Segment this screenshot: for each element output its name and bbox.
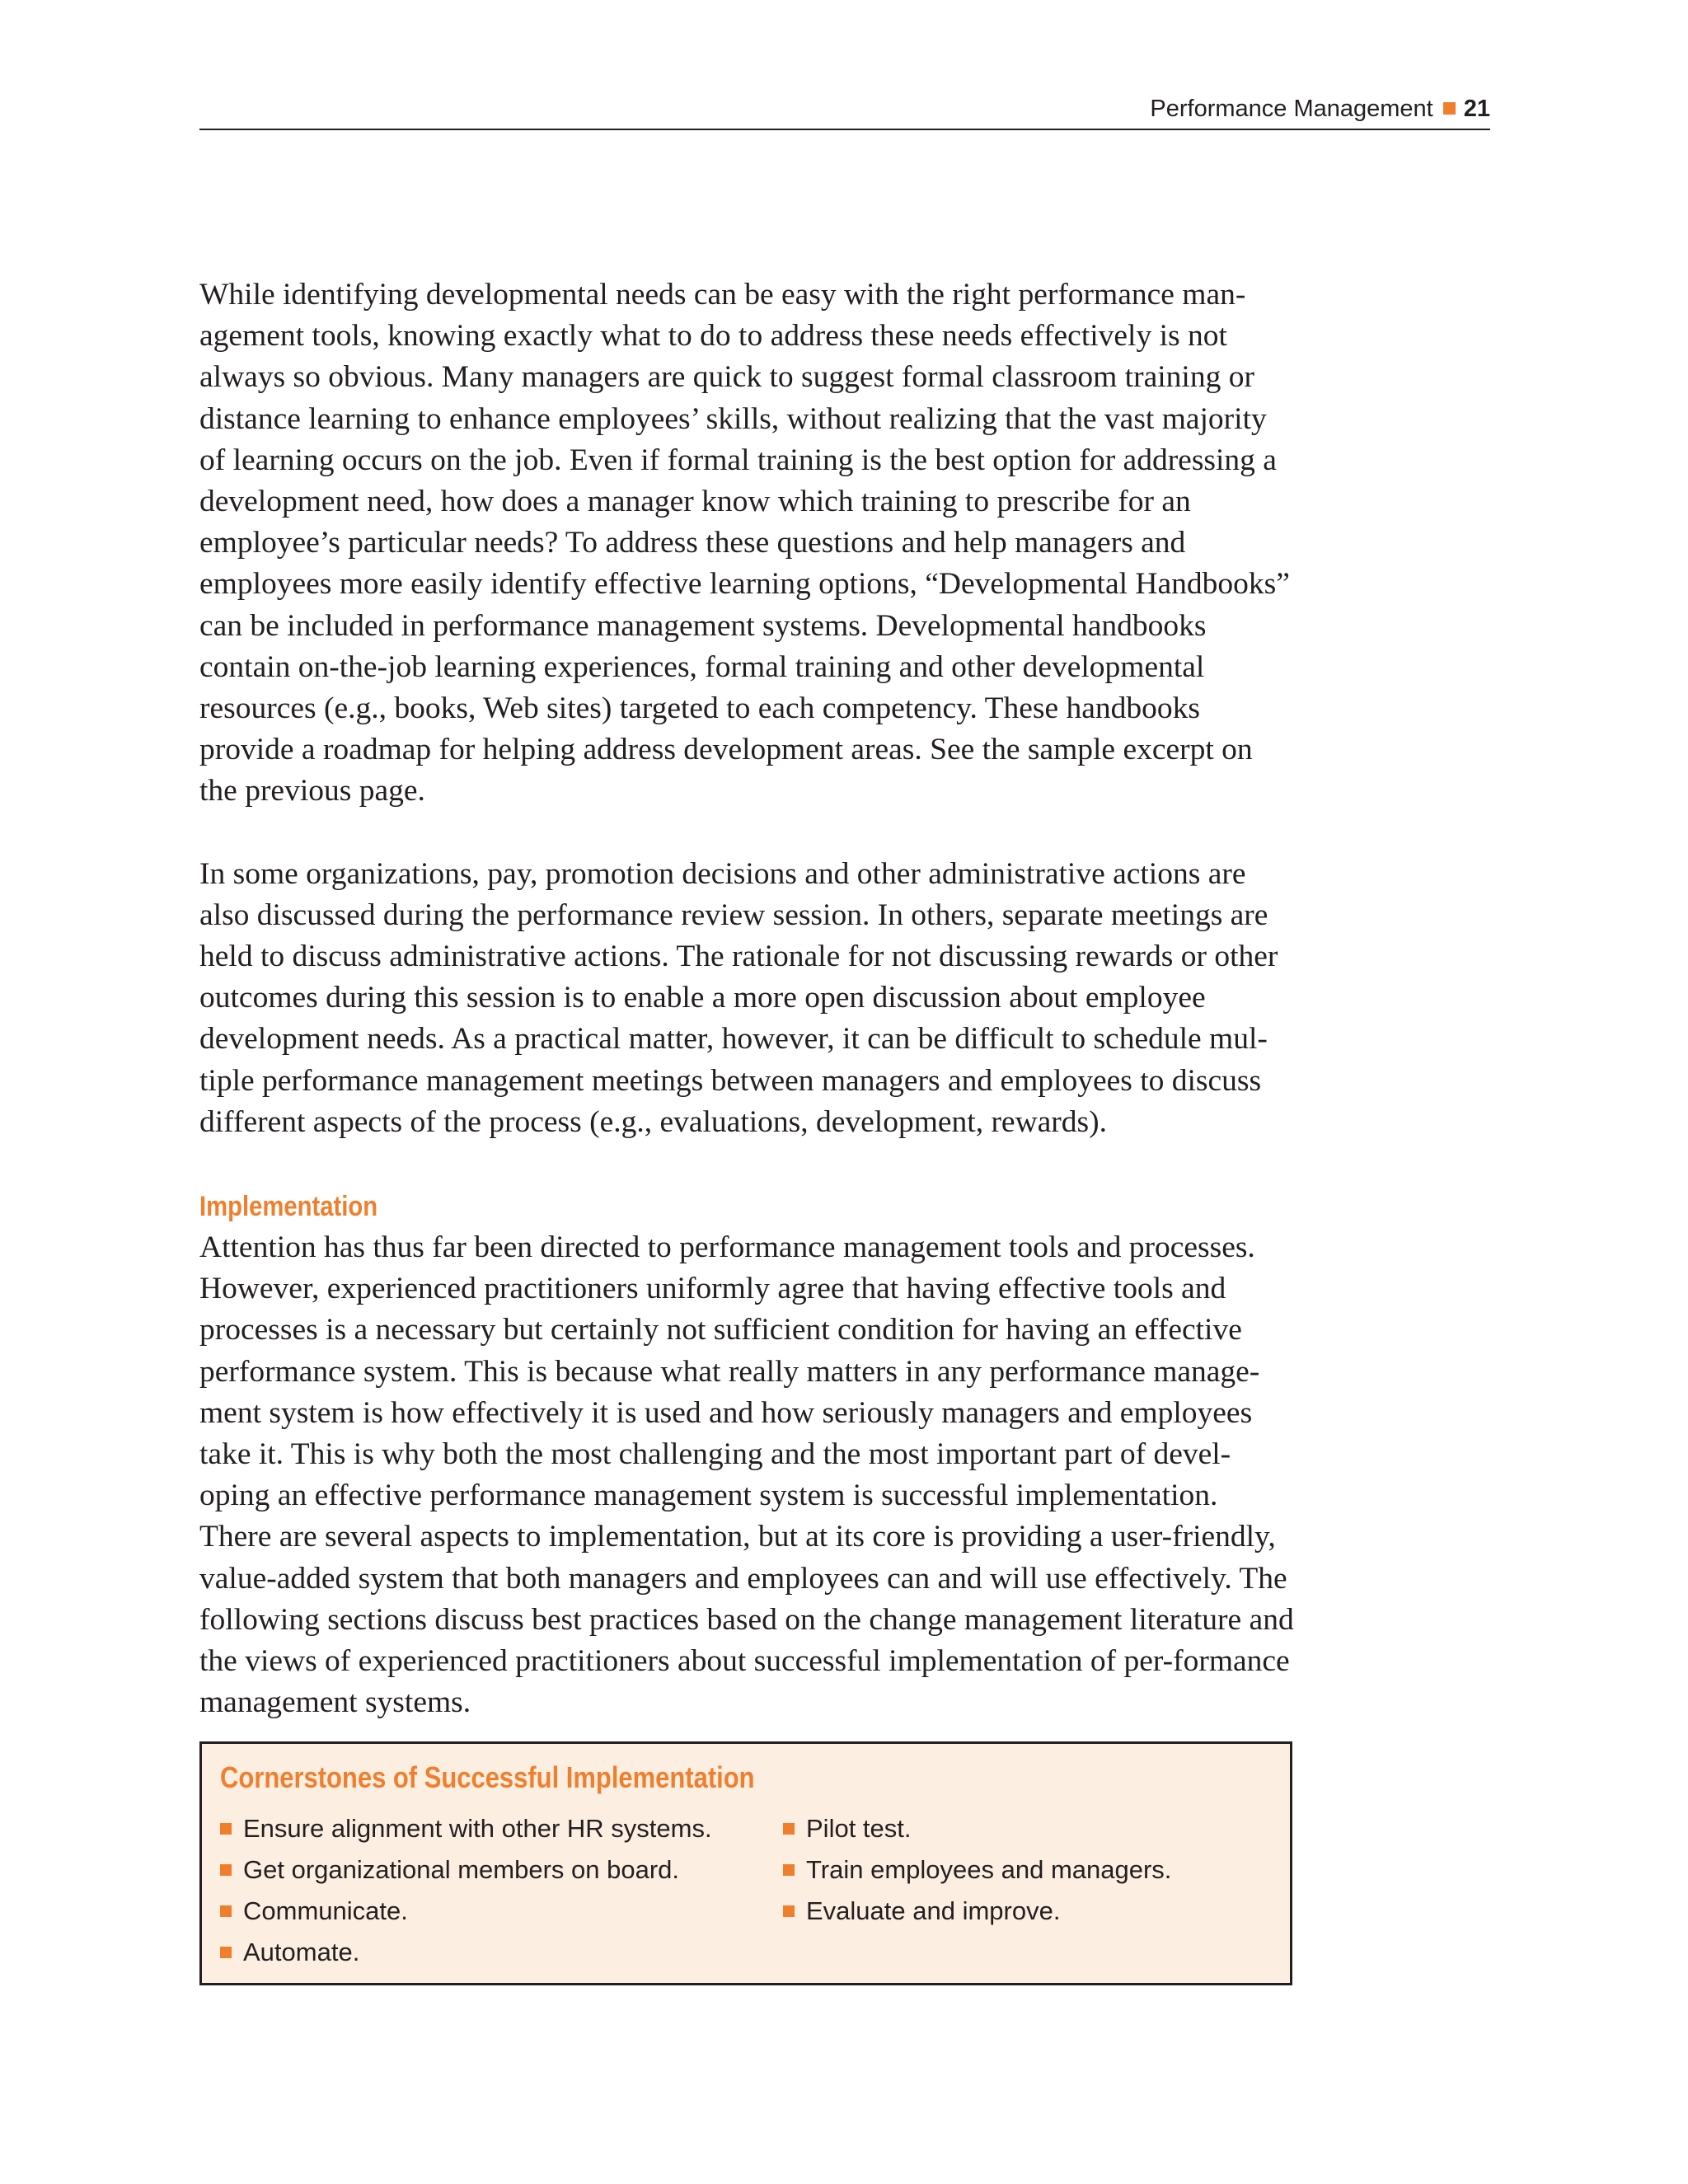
callout-list-item	[783, 1891, 1171, 1932]
implementation-paragraph: Attention has thus far been directed to performance management tools and processes. However, experienced practitioners uniformly agree that having effective tools and processes is a necessary but certainly not sufficient condition for having an effective performance system. This is because what really matters in any performance manage-ment system is how effectively it is used and how seriously managers and employees take it. This is why both the most challenging and the most important part of devel-oping an effective performance management system is successful implementation. There are several aspects to implementation, but at its core is providing a user-friendly, value-added system that both managers and employees can and will use effectively. The following sections discuss best practices based on the change management literature and the views of experienced practitioners about successful implementation of per-formance management systems.	[199, 1230, 1294, 1720]
callout-list-item	[220, 1849, 712, 1891]
square-bullet-icon	[783, 1905, 795, 1917]
square-bullet-icon	[783, 1823, 795, 1835]
square-bullet-icon	[220, 1823, 232, 1835]
body-paragraph-2: In some organizations, pay, promotion decisions and other administrative actions are also discussed during the performance review session. In others, separate meetings are held to discuss administrative actions. The rationale for not discussing rewards or other outcomes during this session is to enable a more open discussion about employee development needs. As a practical matter, however, it can be difficult to schedule mul-tiple performance management meetings between managers and employees to discuss different aspects of the process (e.g., evaluations, development, rewards).	[199, 856, 1278, 1139]
callout-list-item	[783, 1849, 1171, 1891]
square-bullet-icon	[783, 1864, 795, 1876]
cornerstones-callout-box	[199, 1741, 1292, 1985]
callout-item-text: Get organizational members on board.	[243, 1855, 680, 1884]
section-heading-implementation: Implementation	[199, 1191, 378, 1223]
square-bullet-icon	[220, 1947, 232, 1958]
body-text	[199, 274, 1296, 1724]
square-bullet-icon	[1443, 102, 1456, 115]
callout-title: Cornerstones of Successful Implementation	[220, 1760, 755, 1794]
square-bullet-icon	[220, 1905, 232, 1917]
callout-list-left	[220, 1808, 712, 1973]
callout-list-right	[783, 1808, 1171, 1932]
page-number: 21	[1463, 96, 1490, 122]
callout-item-text: Evaluate and improve.	[806, 1896, 1061, 1925]
callout-list-item	[783, 1808, 1171, 1849]
callout-item-text: Train employees and managers.	[806, 1855, 1172, 1884]
body-paragraph-1: While identifying developmental needs can be easy with the right performance man-agement tools, knowing exactly what to do to address these needs effectively is not always so obvious. Many managers are quick to suggest formal classroom training or distance learning to enhance employees’ skills, without realizing that the vast majority of learning occurs on the job. Even if formal training is the best option for addressing a development need, how does a manager know which training to prescribe for an employee’s particular needs? To address these questions and help managers and employees more easily identify effective learning options, “Developmental Handbooks” can be included in performance management systems. Developmental handbooks contain on-the-job learning experiences, formal training and other developmental resources (e.g., books, Web sites) targeted to each competency. These handbooks provide a roadmap for helping address development areas. See the sample excerpt on the previous page.	[199, 278, 1290, 808]
callout-item-text: Ensure alignment with other HR systems.	[243, 1814, 712, 1843]
running-head	[199, 89, 1490, 130]
callout-list-item	[220, 1891, 712, 1932]
callout-list-item	[220, 1932, 712, 1973]
square-bullet-icon	[220, 1864, 232, 1876]
callout-item-text: Pilot test.	[806, 1814, 912, 1843]
callout-item-text: Automate.	[243, 1938, 360, 1966]
running-head-title: Performance Management	[1150, 96, 1433, 122]
callout-item-text: Communicate.	[243, 1896, 408, 1925]
callout-list-item	[220, 1808, 712, 1849]
